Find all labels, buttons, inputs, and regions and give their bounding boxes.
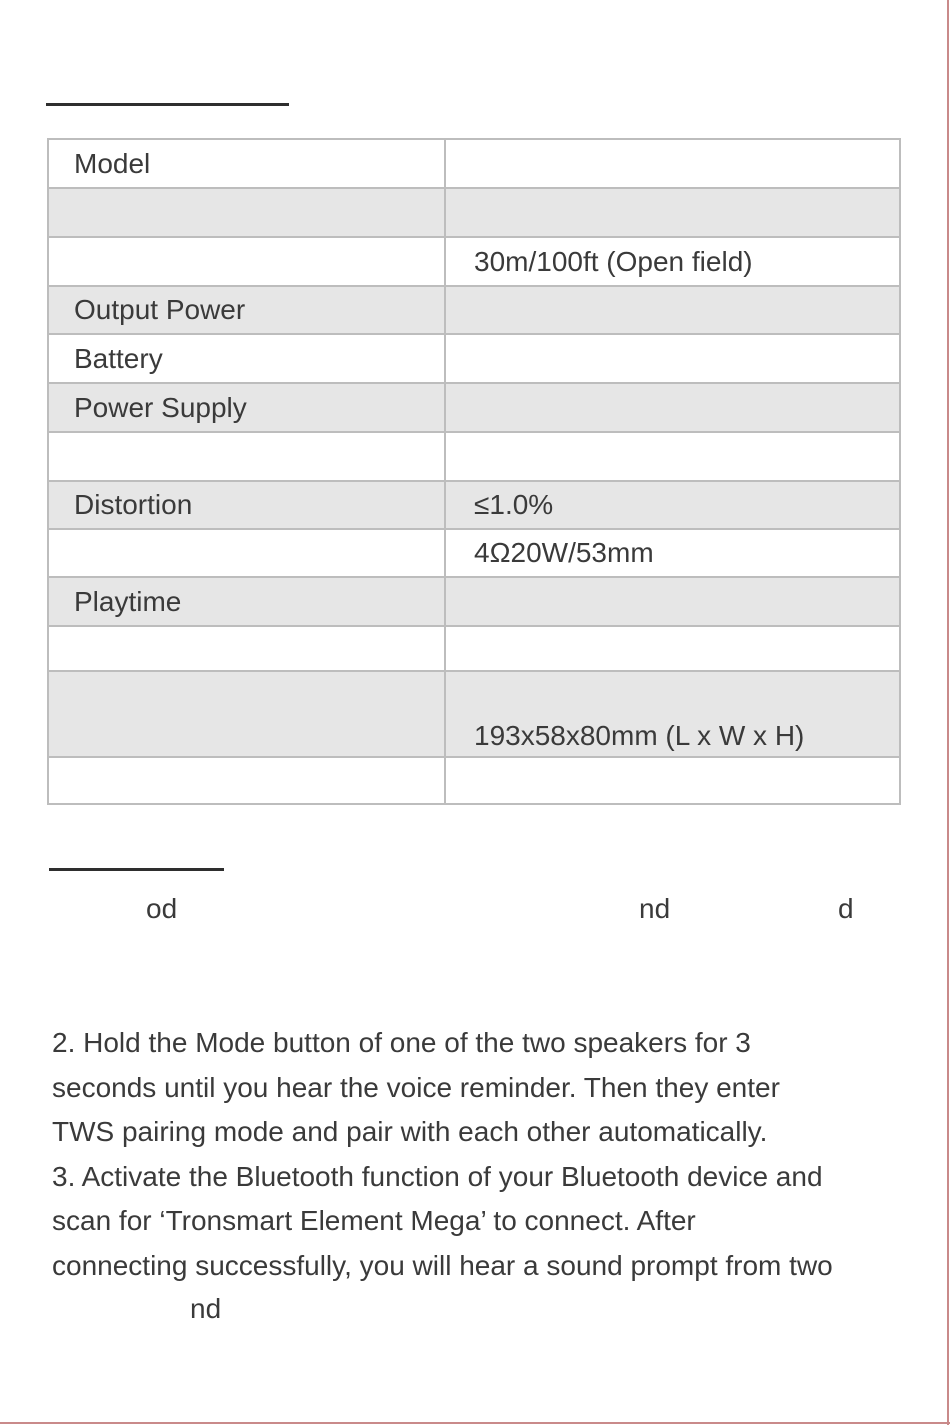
spec-value xyxy=(445,139,900,188)
spec-label xyxy=(48,432,445,481)
instruction-line: connecting successfully, you will hear a sound prompt from two xyxy=(52,1249,833,1281)
spec-value xyxy=(445,626,900,671)
instruction-line: 2. Hold the Mode button of one of the two speakers for 3 xyxy=(52,1027,751,1058)
spec-value xyxy=(445,577,900,626)
tws-heading-underline xyxy=(49,868,224,871)
spec-value xyxy=(445,432,900,481)
spec-label xyxy=(48,529,445,577)
table-row xyxy=(48,188,900,237)
table-row xyxy=(48,286,900,334)
table-row xyxy=(48,334,900,383)
spec-label: Battery xyxy=(48,334,445,383)
spec-value xyxy=(445,334,900,383)
table-row xyxy=(48,383,900,432)
table-row xyxy=(48,626,900,671)
spec-value: 193x58x80mm (L x W x H) xyxy=(445,671,900,757)
spec-label xyxy=(48,757,445,804)
page-edge-bottom xyxy=(0,1422,950,1424)
text-fragment: od xyxy=(146,893,178,924)
spec-label: Output Power xyxy=(48,286,445,334)
spec-label: Power Supply xyxy=(48,383,445,432)
spec-label: Distortion xyxy=(48,481,445,529)
spec-value xyxy=(445,757,900,804)
table-row xyxy=(48,529,900,577)
page-edge-right xyxy=(947,0,949,1425)
text-fragment: d xyxy=(838,893,854,924)
table-row xyxy=(48,671,900,757)
spec-label: Model xyxy=(48,139,445,188)
table-row xyxy=(48,139,900,188)
instruction-line: scan for ‘Tronsmart Element Mega’ to connect. After xyxy=(52,1205,696,1236)
spec-label xyxy=(48,626,445,671)
instruction-line: seconds until you hear the voice reminder. Then they enter xyxy=(52,1071,780,1103)
specifications-heading-underline xyxy=(46,103,289,106)
table-row xyxy=(48,237,900,286)
instruction-line: 3. Activate the Bluetooth function of your Bluetooth device and xyxy=(52,1160,823,1192)
instruction-line: TWS pairing mode and pair with each other automatically. xyxy=(52,1116,768,1147)
specifications-table xyxy=(47,138,901,805)
text-fragment: nd xyxy=(639,893,671,924)
table-row xyxy=(48,432,900,481)
spec-value xyxy=(445,286,900,334)
spec-label xyxy=(48,237,445,286)
spec-value: ≤1.0% xyxy=(445,481,900,529)
spec-label: Playtime xyxy=(48,577,445,626)
spec-label xyxy=(48,671,445,757)
spec-value: 4Ω20W/53mm xyxy=(445,529,900,577)
spec-value: 30m/100ft (Open field) xyxy=(445,237,900,286)
table-row xyxy=(48,757,900,804)
tws-instructions xyxy=(52,1021,932,1288)
table-row xyxy=(48,577,900,626)
table-row xyxy=(48,481,900,529)
text-fragment: nd xyxy=(190,1293,222,1324)
spec-value xyxy=(445,188,900,237)
spec-value xyxy=(445,383,900,432)
spec-label xyxy=(48,188,445,237)
